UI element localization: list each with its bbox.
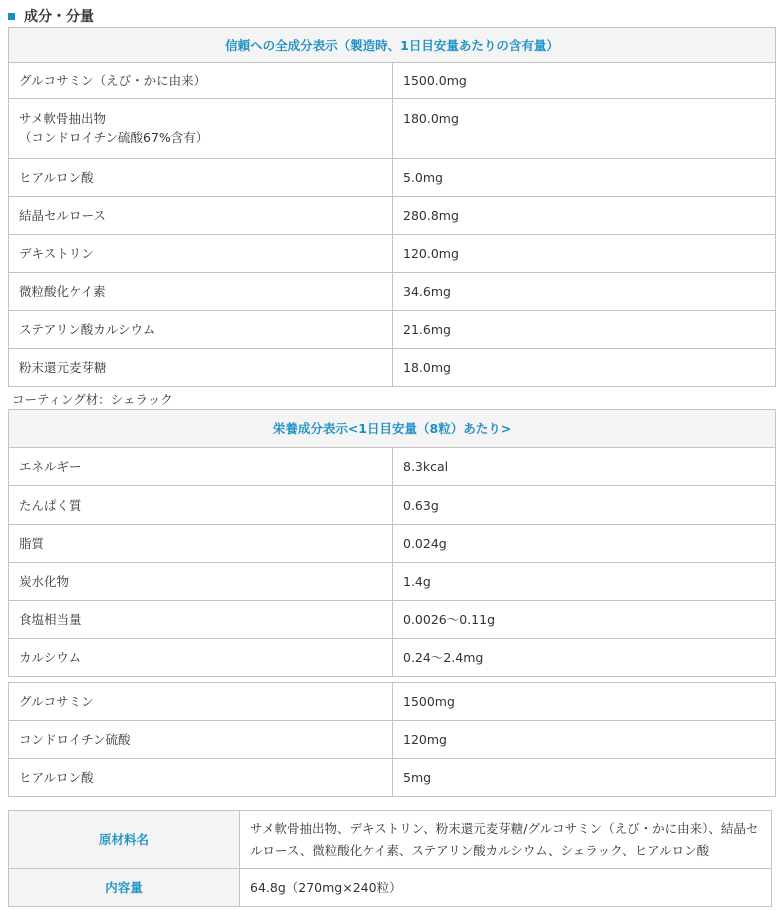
nutrient-name: エネルギー	[9, 448, 393, 486]
nutrition-table-header: 栄養成分表示<1日目安量（8粒）あたり>	[9, 410, 776, 448]
table-row	[9, 869, 772, 907]
ingredient-value: 1500.0mg	[393, 63, 776, 99]
table-row	[9, 311, 776, 349]
ingredient-value: 18.0mg	[393, 349, 776, 387]
table-row	[9, 683, 776, 721]
raw-materials-label: 原材料名	[9, 811, 240, 869]
ingredient-name: ヒアルロン酸	[9, 159, 393, 197]
square-bullet-icon	[8, 13, 15, 20]
contents-label: 内容量	[9, 869, 240, 907]
ingredient-name: 結晶セルロース	[9, 197, 393, 235]
nutrient-value: 0.0026～0.11g	[393, 601, 776, 639]
key-ingredient-name: グルコサミン	[9, 683, 393, 721]
ingredient-value: 21.6mg	[393, 311, 776, 349]
nutrient-value: 0.63g	[393, 486, 776, 525]
table-row	[9, 811, 772, 869]
nutrient-value: 0.24～2.4mg	[393, 639, 776, 677]
table-row	[9, 525, 776, 563]
key-ingredient-value: 120mg	[393, 721, 776, 759]
ingredient-name: デキストリン	[9, 235, 393, 273]
ingredient-name: 微粒酸化ケイ素	[9, 273, 393, 311]
table-row	[9, 197, 776, 235]
ingredient-value: 120.0mg	[393, 235, 776, 273]
table-row	[9, 349, 776, 387]
ingredient-name: ステアリン酸カルシウム	[9, 311, 393, 349]
ingredient-name: グルコサミン（えび・かに由来）	[9, 63, 393, 99]
ingredients-table-header: 信頼への全成分表示（製造時、1日目安量あたりの含有量）	[9, 28, 776, 63]
table-row	[9, 235, 776, 273]
nutrient-name: カルシウム	[9, 639, 393, 677]
raw-materials-value: サメ軟骨抽出物、デキストリン、粉末還元麦芽糖/グルコサミン（えび・かに由来）、結晶セルロース、微粒酸化ケイ素、ステアリン酸カルシウム、シェラック、ヒアルロン酸	[240, 811, 772, 869]
key-ingredients-table	[8, 682, 776, 797]
product-info-table	[8, 810, 772, 907]
ingredient-name: 粉末還元麦芽糖	[9, 349, 393, 387]
table-row	[9, 448, 776, 486]
ingredients-table	[8, 27, 776, 387]
ingredient-value: 280.8mg	[393, 197, 776, 235]
table-row	[9, 563, 776, 601]
ingredient-name: サメ軟骨抽出物 （コンドロイチン硫酸67%含有）	[9, 99, 393, 159]
table-row	[9, 99, 776, 159]
contents-value: 64.8g（270mg×240粒）	[240, 869, 772, 907]
table-row	[9, 63, 776, 99]
table-row	[9, 273, 776, 311]
nutrient-value: 8.3kcal	[393, 448, 776, 486]
ingredient-value: 5.0mg	[393, 159, 776, 197]
ingredient-value: 180.0mg	[393, 99, 776, 159]
nutrient-value: 1.4g	[393, 563, 776, 601]
table-row	[9, 159, 776, 197]
ingredient-value: 34.6mg	[393, 273, 776, 311]
table-row	[9, 601, 776, 639]
section-title: 成分・分量	[24, 9, 94, 25]
nutrient-value: 0.024g	[393, 525, 776, 563]
key-ingredient-value: 5mg	[393, 759, 776, 797]
key-ingredient-name: ヒアルロン酸	[9, 759, 393, 797]
nutrition-table	[8, 409, 776, 677]
nutrient-name: たんぱく質	[9, 486, 393, 525]
section-heading	[6, 5, 94, 27]
table-row	[9, 639, 776, 677]
table-row	[9, 486, 776, 525]
table-row	[9, 721, 776, 759]
nutrient-name: 脂質	[9, 525, 393, 563]
coating-note: コーティング材：シェラック	[12, 392, 173, 407]
table-row	[9, 759, 776, 797]
key-ingredient-value: 1500mg	[393, 683, 776, 721]
nutrient-name: 食塩相当量	[9, 601, 393, 639]
key-ingredient-name: コンドロイチン硫酸	[9, 721, 393, 759]
nutrient-name: 炭水化物	[9, 563, 393, 601]
